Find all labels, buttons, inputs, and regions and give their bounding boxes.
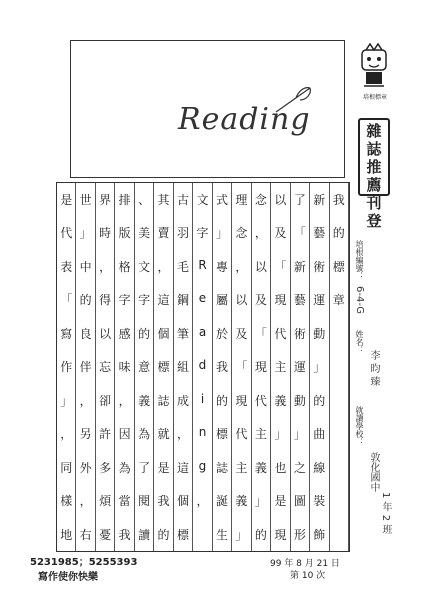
stamp-char: 刊 [366,194,382,212]
grid-cell: 」 [293,427,306,442]
grid-cell: 我 [157,494,170,509]
grid-cell: 形 [293,527,306,542]
grid-cell: 藝 [313,226,326,241]
grid-cell: ， [196,494,209,509]
grid-cell: 忘 [99,360,112,375]
grid-cell: 的 [138,326,151,341]
grid-cell: 及 [235,326,248,341]
grid-cell: 的 [332,226,345,241]
grid-cell: 我 [215,360,228,375]
grid-cell: ， [79,393,92,408]
grid-cell: i [200,391,205,406]
stamp-char: 推 [366,158,382,176]
grid-cell: 以 [254,259,267,274]
grid-cell: 的 [79,293,92,308]
grid-cell: 」 [254,494,267,509]
grid-cell: 念 [254,193,267,207]
grid-cell: 的 [157,527,170,542]
grid-cell: 許 [99,427,112,442]
grid-cell: 世 [79,193,92,207]
grid-cell: 藝 [293,293,306,308]
submission-count: 第 10 次 [290,571,326,581]
footer-slogan [30,553,180,583]
grid-cell: 線 [313,460,326,475]
grid-cell: 我 [332,193,345,207]
grid-cell: 現 [254,360,267,375]
writing-grid [56,182,350,552]
grid-cell: 」 [313,360,326,375]
grid-cell: 卻 [99,393,112,408]
slogan-text: 寫作使你快樂 [38,572,98,583]
grid-cell: 代 [274,326,287,341]
grid-cell: 是 [157,460,170,475]
grid-cell: ， [157,259,170,274]
grid-cell: 為 [118,460,131,475]
grid-column [76,183,95,551]
grid-cell: 地 [60,527,73,542]
grid-cell: 當 [118,494,131,509]
grid-cell: 生 [215,527,228,542]
stamp-char: 登 [366,212,382,230]
grade-value: 1 年 2 班 [380,492,391,535]
grid-cell: ， [177,427,190,442]
school-value: 敦化國中 [368,452,379,492]
grid-cell: ， [254,226,267,241]
grid-column [96,183,115,551]
logo-caption: 培根標章 [362,94,387,101]
grid-cell: 標 [157,360,170,375]
grid-cell: ， [235,259,248,274]
grid-cell: 曲 [313,427,326,442]
grid-cell: 的 [254,527,267,542]
grid-column [271,183,290,551]
grid-cell: 成 [177,393,190,408]
grid-cell: 良 [79,326,92,341]
grid-cell: 時 [99,226,112,241]
grid-cell: 這 [157,293,170,308]
grid-cell: 外 [79,460,92,475]
grid-cell: 」 [60,393,73,408]
grid-cell: 標 [177,527,190,542]
grid-column [310,183,329,551]
name-label: 姓名： [355,330,364,354]
grid-column [57,183,76,551]
grid-cell: 「 [60,293,73,308]
id-label: 培根編號： [355,240,364,280]
grid-cell: 我 [118,527,131,542]
grid-cell: 式 [215,193,228,207]
grid-cell: 飾 [313,527,326,542]
grid-cell: 作 [60,360,73,375]
grid-cell: 是 [60,193,73,207]
grid-cell: 義 [254,460,267,475]
grid-cell: 標 [215,427,228,442]
grid-cell: 的 [215,393,228,408]
grid-cell: 字 [138,293,151,308]
grid-cell: 這 [177,460,190,475]
grid-cell: 及 [254,293,267,308]
grid-cell: 也 [274,460,287,475]
stamp-char: 誌 [366,140,382,158]
grid-cell: 個 [177,494,190,509]
grid-cell: 格 [118,259,131,274]
grid-cell: 羽 [177,226,190,241]
grid-cell: 字 [118,293,131,308]
grid-cell: ， [60,427,73,442]
grid-cell: a [198,324,207,339]
name-value: 李 昀 臻 [368,350,379,387]
grid-cell: 現 [274,293,287,308]
grid-cell: 是 [274,494,287,509]
grid-cell: 以 [274,193,287,207]
grid-cell: 文 [138,259,151,274]
bacon-mascot-logo [356,42,392,90]
reading-handwritten-title: Reading [178,102,311,137]
grid-column [252,183,271,551]
grid-cell: 賣 [157,226,170,241]
grid-cell: 念 [235,226,248,241]
grid-cell: 義 [274,393,287,408]
grid-cell: R [198,257,207,272]
grid-cell: 誌 [215,460,228,475]
grid-column [135,183,154,551]
grid-cell: 版 [118,226,131,241]
stamp-char: 雜 [366,122,382,140]
grid-cell: 個 [157,326,170,341]
grid-cell: 義 [235,494,248,509]
grid-cell: 界 [99,193,112,207]
grid-cell: 誕 [215,494,228,509]
recommendation-stamp [358,118,390,230]
grid-cell: 及 [274,226,287,241]
grid-cell: 新 [293,259,306,274]
grid-column [330,183,349,551]
grid-cell: d [198,358,207,373]
grid-cell: 動 [313,326,326,341]
grid-column [232,183,251,551]
grid-cell: 於 [215,326,228,341]
quill-pen-icon [272,82,316,116]
grid-cell: 組 [177,360,190,375]
grid-cell: 以 [235,293,248,308]
grid-cell: 中 [79,259,92,274]
grid-cell: 現 [274,527,287,542]
phone-numbers: 5231985；5255393 [30,557,138,568]
id-value: 6-4-G [354,286,365,315]
grid-cell: 新 [313,193,326,207]
grid-cell: 煩 [99,494,112,509]
grid-cell: 代 [235,427,248,442]
grid-cell: 動 [293,393,306,408]
grid-cell: 圖 [293,494,306,509]
grid-cell: 感 [118,326,131,341]
grid-cell: 以 [99,326,112,341]
grid-cell: 味 [118,360,131,375]
grid-cell: 意 [138,360,151,375]
student-info [352,230,392,560]
grid-cell: 理 [235,193,248,207]
grid-cell: 憂 [99,527,112,542]
grid-cell: 專 [215,259,228,274]
grid-cell: 「 [274,259,287,274]
grid-cell: 」 [79,226,92,241]
grid-cell: 筆 [177,326,190,341]
grid-cell: 表 [60,259,73,274]
grid-cell: 」 [215,226,228,241]
grid-cell: 的 [313,393,326,408]
grid-cell: n [198,425,207,440]
grid-cell: 因 [118,427,131,442]
grid-cell: 多 [99,460,112,475]
grid-cell: 讀 [138,527,151,542]
grid-cell: 寫 [60,326,73,341]
grid-column [213,183,232,551]
grid-cell: 閱 [138,494,151,509]
grid-cell: 右 [79,527,92,542]
grid-cell: 裝 [313,494,326,509]
grid-cell: 就 [157,427,170,442]
grid-cell: 排 [118,193,131,207]
grid-cell: 其 [157,193,170,207]
grid-cell: 誌 [157,393,170,408]
grid-cell: 」 [274,427,287,442]
grid-cell: 運 [293,360,306,375]
grid-cell: 現 [235,393,248,408]
grid-cell: 鋼 [177,293,190,308]
grid-cell: 之 [293,460,306,475]
grid-column [174,183,193,551]
grid-cell: 美 [138,226,151,241]
grid-cell: 為 [138,427,151,442]
grid-cell: 屬 [215,293,228,308]
grid-cell: 字 [196,226,209,241]
grid-cell: 「 [293,226,306,241]
grid-cell: 、 [138,193,151,207]
grid-cell: 運 [313,293,326,308]
grid-cell: 毛 [177,259,190,274]
grid-cell: 同 [60,460,73,475]
grid-cell: 標 [332,259,345,274]
grid-cell: 代 [60,226,73,241]
grid-cell: 樣 [60,494,73,509]
grid-cell: 伴 [79,360,92,375]
grid-cell: ， [99,259,112,274]
grid-cell: 另 [79,427,92,442]
grid-cell: 「 [235,360,248,375]
grid-cell: 術 [313,259,326,274]
submission-date: 99 年 8 月 21 日 [270,559,340,569]
grid-column [154,183,173,551]
grid-cell: 得 [99,293,112,308]
grid-cell: 義 [138,393,151,408]
grid-column [115,183,134,551]
grid-cell: 文 [196,193,209,207]
grid-cell: 章 [332,293,345,308]
grid-cell: 了 [293,193,306,207]
grid-cell: g [198,458,207,473]
grid-cell: 主 [235,460,248,475]
grid-column [291,183,310,551]
school-label: 就讀學校： [355,406,364,446]
stamp-char: 薦 [366,176,382,194]
grid-cell: 主 [274,360,287,375]
grid-cell: 」 [235,527,248,542]
grid-cell: ， [118,393,131,408]
grid-column [193,183,212,551]
grid-cell: 主 [254,427,267,442]
grid-cell: 代 [254,393,267,408]
grid-cell: 術 [293,326,306,341]
grid-cell: ， [79,494,92,509]
grid-cell: 「 [254,326,267,341]
grid-cell: 古 [177,193,190,207]
grid-cell: 了 [138,460,151,475]
grid-cell: e [198,291,207,306]
